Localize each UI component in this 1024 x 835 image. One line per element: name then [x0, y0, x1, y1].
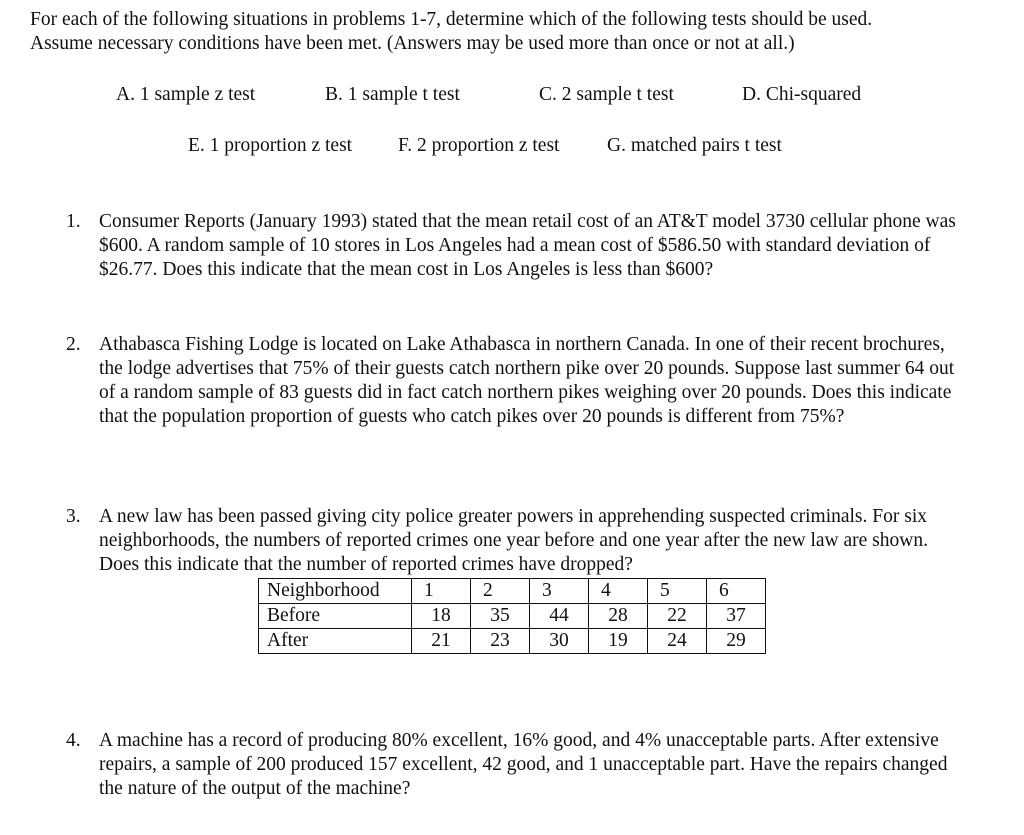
table-row — [259, 604, 766, 629]
instructions-line-1: For each of the following situations in problems 1-7, determine which of the following tests should be used. — [30, 9, 873, 30]
table-cell: 24 — [648, 629, 707, 654]
table-header-cell: Neighborhood — [259, 579, 412, 604]
table-cell: 28 — [589, 604, 648, 629]
problem-text: Consumer Reports (January 1993) stated that the mean retail cost of an AT&T model 3730 cellular phone was $600. A random sample of 10 stores in Los Angeles had a mean cost of $586.50 with standard deviation of $26.77. Does this indicate that the mean cost in Los Angeles is less than $600? — [99, 211, 956, 280]
table-header-cell: 5 — [648, 579, 707, 604]
crime-table — [258, 578, 766, 654]
option-a: A. 1 sample z test — [116, 84, 256, 105]
table-cell: 21 — [412, 629, 471, 654]
problem-text: A machine has a record of producing 80% excellent, 16% good, and 4% unacceptable parts. After extensive repairs, a sample of 200 produced 157 excellent, 42 good, and 1 unacceptable part. Have the repairs changed the nature of the output of the machine? — [99, 730, 948, 799]
table-header-cell: 3 — [530, 579, 589, 604]
table-cell: 37 — [707, 604, 766, 629]
problem-number: 3. — [66, 506, 81, 527]
table-cell: 18 — [412, 604, 471, 629]
option-c: C. 2 sample t test — [539, 84, 674, 105]
option-f: F. 2 proportion z test — [398, 135, 560, 156]
table-cell: 22 — [648, 604, 707, 629]
table-cell: 35 — [471, 604, 530, 629]
table-row-label: Before — [259, 604, 412, 629]
problem-number: 2. — [66, 334, 81, 355]
problem-number: 4. — [66, 730, 81, 751]
table-header-row — [259, 579, 766, 604]
table-header-cell: 6 — [707, 579, 766, 604]
instructions — [30, 8, 1010, 56]
problem-text: Athabasca Fishing Lodge is located on Lake Athabasca in northern Canada. In one of their recent brochures, the lodge advertises that 75% of their guests catch northern pike over 20 pounds. Suppose last summer 64 out of a random sample of 83 guests did in fact catch northern pikes weighing over 20 pounds. Does this indicate that the population proportion of guests who catch pikes over 20 pounds is different from 75%? — [99, 334, 955, 427]
problem-text: A new law has been passed giving city police greater powers in apprehending suspected criminals. For six neighborhoods, the numbers of reported crimes one year before and one year after the new law are shown. Does this indicate that the number of reported crimes have dropped? — [99, 506, 928, 575]
table-row — [259, 629, 766, 654]
table-cell: 19 — [589, 629, 648, 654]
table-row-label: After — [259, 629, 412, 654]
option-g: G. matched pairs t test — [607, 135, 782, 156]
table-cell: 44 — [530, 604, 589, 629]
table-header-cell: 2 — [471, 579, 530, 604]
option-e: E. 1 proportion z test — [188, 135, 353, 156]
table-header-cell: 1 — [412, 579, 471, 604]
table-cell: 23 — [471, 629, 530, 654]
instructions-line-2: Assume necessary conditions have been met. (Answers may be used more than once or not at all.) — [30, 33, 795, 54]
problem-number: 1. — [66, 211, 81, 232]
table-header-cell: 4 — [589, 579, 648, 604]
table-cell: 30 — [530, 629, 589, 654]
option-b: B. 1 sample t test — [325, 84, 460, 105]
table-cell: 29 — [707, 629, 766, 654]
option-d: D. Chi-squared — [742, 84, 862, 105]
